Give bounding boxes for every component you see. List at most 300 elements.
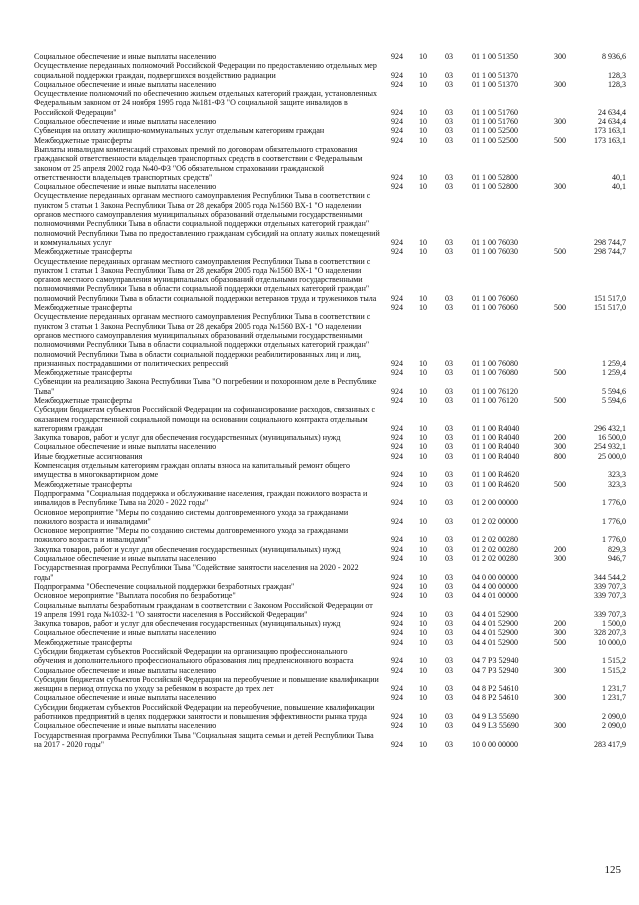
amount: 298 744,7 <box>594 237 626 247</box>
section-code: 10 <box>419 70 427 80</box>
section-code: 10 <box>419 665 427 675</box>
amount: 829,3 <box>608 544 626 554</box>
target-article-code: 01 1 00 52800 <box>472 172 518 182</box>
section-code: 10 <box>419 303 427 313</box>
ministry-code: 924 <box>391 581 403 591</box>
row-description: Социальное обеспечение и иные выплаты населению <box>34 628 217 638</box>
subsection-code: 03 <box>445 693 453 703</box>
target-article-code: 04 0 00 00000 <box>472 572 518 582</box>
subsection-code: 03 <box>445 423 453 433</box>
ministry-code: 924 <box>391 656 403 666</box>
subsection-code: 03 <box>445 544 453 554</box>
ministry-code: 924 <box>391 303 403 313</box>
amount: 344 544,2 <box>594 572 626 582</box>
target-article-code: 01 1 00 R4040 <box>472 433 520 443</box>
section-code: 10 <box>419 237 427 247</box>
subsection-code: 03 <box>445 572 453 582</box>
section-code: 10 <box>419 554 427 564</box>
target-article-code: 04 4 00 00000 <box>472 581 518 591</box>
ministry-code: 924 <box>391 386 403 396</box>
section-code: 10 <box>419 721 427 731</box>
amount: 2 090,0 <box>602 721 626 731</box>
ministry-code: 924 <box>391 368 403 378</box>
amount: 40,1 <box>612 172 626 182</box>
subsection-code: 03 <box>445 619 453 629</box>
amount: 1 515,2 <box>602 656 626 666</box>
ministry-code: 924 <box>391 554 403 564</box>
table-row <box>34 191 626 247</box>
table-row <box>34 721 626 730</box>
section-code: 10 <box>419 684 427 694</box>
row-description: Межбюджетные трансферты <box>34 303 132 313</box>
table-row <box>34 693 626 702</box>
table-row <box>34 628 626 637</box>
section-code: 10 <box>419 470 427 480</box>
target-article-code: 04 7 P3 52940 <box>472 665 519 675</box>
target-article-code: 01 1 00 R4040 <box>472 442 520 452</box>
subsection-code: 03 <box>445 293 453 303</box>
target-article-code: 01 1 00 51760 <box>472 107 518 117</box>
ministry-code: 924 <box>391 516 403 526</box>
row-description: Субсидии бюджетам субъектов Российской Федерации на переобучение и повышение квалификации женщин в период отпуска по уходу за ребенком в возрасте до трех лет <box>34 674 379 694</box>
row-description: Социальное обеспечение и иные выплаты населению <box>34 79 217 89</box>
ministry-code: 924 <box>391 498 403 508</box>
expense-type-code: 500 <box>554 303 566 313</box>
ministry-code: 924 <box>391 182 403 192</box>
subsection-code: 03 <box>445 358 453 368</box>
section-code: 10 <box>419 739 427 749</box>
ministry-code: 924 <box>391 442 403 452</box>
amount: 40,1 <box>612 182 626 192</box>
row-description: Компенсация отдельным категориям граждан оплаты взноса на капитальный ремонт общего имущества в многоквартирном доме <box>34 461 350 480</box>
subsection-code: 03 <box>445 126 453 136</box>
ministry-code: 924 <box>391 79 403 89</box>
amount: 1 500,0 <box>602 619 626 629</box>
subsection-code: 03 <box>445 516 453 526</box>
amount: 16 500,0 <box>598 433 626 443</box>
table-row <box>34 526 626 545</box>
row-description: Осуществление переданных органам местного самоуправления Республики Тыва в соответствии с пунктом 3 статьи 1 Закона Республики Тыва от 28 декабря 2005 года №1560 ВХ-1 "О наделении органов местного самоуправления муниципальных образований отдельными государственными полномочиями Республики Тыва в области социальной поддержки отдельных категорий граждан" полномочий Республики Тыва в области социальной поддержки реабилитированных лиц и лиц, признанных пострадавшими от политических репрессий <box>34 312 371 368</box>
section-code: 10 <box>419 479 427 489</box>
subsection-code: 03 <box>445 637 453 647</box>
target-article-code: 01 1 00 R4040 <box>472 451 520 461</box>
amount: 328 207,3 <box>594 628 626 638</box>
row-description: Межбюджетные трансферты <box>34 637 132 647</box>
subsection-code: 03 <box>445 628 453 638</box>
ministry-code: 924 <box>391 721 403 731</box>
subsection-code: 03 <box>445 498 453 508</box>
amount: 323,3 <box>608 479 626 489</box>
subsection-code: 03 <box>445 172 453 182</box>
target-article-code: 04 9 L3 55690 <box>472 712 519 722</box>
section-code: 10 <box>419 117 427 127</box>
ministry-code: 924 <box>391 619 403 629</box>
table-row <box>34 126 626 135</box>
expense-type-code: 300 <box>554 182 566 192</box>
section-code: 10 <box>419 126 427 136</box>
target-article-code: 01 2 02 00000 <box>472 516 518 526</box>
target-article-code: 04 9 L3 55690 <box>472 721 519 731</box>
expense-type-code: 300 <box>554 117 566 127</box>
target-article-code: 01 1 00 76030 <box>472 237 518 247</box>
amount: 1 515,2 <box>602 665 626 675</box>
amount: 1 259,4 <box>602 358 626 368</box>
table-row <box>34 442 626 451</box>
ministry-code: 924 <box>391 423 403 433</box>
target-article-code: 04 4 01 52900 <box>472 628 518 638</box>
row-description: Государственная программа Республики Тыва "Содействие занятости населения на 2020 - 2022 годы" <box>34 563 359 582</box>
target-article-code: 01 1 00 76060 <box>472 293 518 303</box>
subsection-code: 03 <box>445 303 453 313</box>
subsection-code: 03 <box>445 451 453 461</box>
expense-type-code: 300 <box>554 665 566 675</box>
row-description: Подпрограмма "Обеспечение социальной поддержки безработных граждан" <box>34 581 295 591</box>
amount: 128,3 <box>608 70 626 80</box>
amount: 10 000,0 <box>598 637 626 647</box>
ministry-code: 924 <box>391 739 403 749</box>
ministry-code: 924 <box>391 135 403 145</box>
row-description: Осуществление переданных органам местного самоуправления Республики Тыва в соответствии с пунктом 5 статьи 1 Закона Республики Тыва от 28 декабря 2005 года №1560 ВХ-1 "О наделении органов местного самоуправления муниципальных образований отдельными государственными полномочиями Республики Тыва в области социальной поддержки отдельных категорий граждан" полномочий Республики Тыва по предоставлению гражданам субсидий на оплату жилых помещений и коммунальных услуг <box>34 191 380 247</box>
section-code: 10 <box>419 544 427 554</box>
amount: 24 634,4 <box>598 107 626 117</box>
table-row <box>34 136 626 145</box>
amount: 1 776,0 <box>602 535 626 545</box>
ministry-code: 924 <box>391 247 403 257</box>
subsection-code: 03 <box>445 70 453 80</box>
amount: 151 517,0 <box>594 303 626 313</box>
row-description: Основное мероприятие "Меры по созданию системы долговременного ухода за гражданами пожилого возраста и инвалидами" <box>34 526 349 545</box>
amount: 1 776,0 <box>602 498 626 508</box>
row-description: Основное мероприятие "Меры по созданию системы долговременного ухода за гражданами пожилого возраста и инвалидами" <box>34 507 349 526</box>
page-number: 125 <box>604 864 621 876</box>
table-row <box>34 396 626 405</box>
row-description: Социальные выплаты безработным гражданам в соответствии с Законом Российской Федерации от 19 апреля 1991 года №1032-1 "О занятости населения в Российской Федерации" <box>34 600 373 619</box>
amount: 2 090,0 <box>602 712 626 722</box>
row-description: Подпрограмма "Социальная поддержка и обслуживание населения, граждан пожилого возраста и инвалидов в Республике Тыва на 2020 - 2022 годы" <box>34 488 368 508</box>
section-code: 10 <box>419 247 427 257</box>
target-article-code: 10 0 00 00000 <box>472 739 518 749</box>
amount: 323,3 <box>608 470 626 480</box>
expense-type-code: 200 <box>554 619 566 629</box>
table-row <box>34 52 626 61</box>
expense-type-code: 300 <box>554 693 566 703</box>
target-article-code: 04 4 01 52900 <box>472 609 518 619</box>
subsection-code: 03 <box>445 395 453 405</box>
ministry-code: 924 <box>391 712 403 722</box>
subsection-code: 03 <box>445 247 453 257</box>
target-article-code: 01 1 00 76030 <box>472 247 518 257</box>
subsection-code: 03 <box>445 79 453 89</box>
target-article-code: 04 4 01 52900 <box>472 619 518 629</box>
expense-type-code: 200 <box>554 544 566 554</box>
row-description: Субсидии бюджетам субъектов Российской Федерации на софинансирование расходов, связанных с оказанием государственной социальной помощи на основании социального контракта отдельным категориям граждан <box>34 405 376 433</box>
subsection-code: 03 <box>445 433 453 443</box>
expense-type-code: 300 <box>554 554 566 564</box>
table-row <box>34 545 626 554</box>
ministry-code: 924 <box>391 609 403 619</box>
amount: 339 707,3 <box>594 581 626 591</box>
target-article-code: 01 1 00 51370 <box>472 70 518 80</box>
amount: 254 932,1 <box>594 442 626 452</box>
row-description: Социальное обеспечение и иные выплаты населению <box>34 693 217 703</box>
expense-type-code: 300 <box>554 52 566 61</box>
row-description: Социальное обеспечение и иные выплаты населению <box>34 442 217 452</box>
table-row <box>34 563 626 582</box>
table-row <box>34 508 626 527</box>
section-code: 10 <box>419 182 427 192</box>
target-article-code: 01 1 00 51760 <box>472 117 518 127</box>
table-row <box>34 433 626 442</box>
ministry-code: 924 <box>391 628 403 638</box>
amount: 173 163,1 <box>594 135 626 145</box>
table-row <box>34 601 626 620</box>
table-row <box>34 377 626 396</box>
target-article-code: 01 2 00 00000 <box>472 498 518 508</box>
row-description: Социальное обеспечение и иные выплаты населению <box>34 117 217 127</box>
row-description: Социальное обеспечение и иные выплаты населению <box>34 182 217 192</box>
row-description: Социальное обеспечение и иные выплаты населению <box>34 721 217 731</box>
subsection-code: 03 <box>445 442 453 452</box>
target-article-code: 01 1 00 R4620 <box>472 470 520 480</box>
row-description: Осуществление полномочий по обеспечению жильем отдельных категорий граждан, установленных Федеральным законом от 24 ноября 1995 года №181-ФЗ "О социальной защите инвалидов в Российской Федерации" <box>34 89 377 117</box>
ministry-code: 924 <box>391 572 403 582</box>
subsection-code: 03 <box>445 554 453 564</box>
ministry-code: 924 <box>391 637 403 647</box>
amount: 8 936,6 <box>602 52 626 61</box>
expense-type-code: 500 <box>554 135 566 145</box>
amount: 1 259,4 <box>602 368 626 378</box>
table-row <box>34 61 626 80</box>
row-description: Субсидии бюджетам субъектов Российской Федерации на организацию профессионального обучения и дополнительного профессионального образования лиц предпенсионного возраста <box>34 647 354 666</box>
table-row <box>34 489 626 508</box>
section-code: 10 <box>419 619 427 629</box>
row-description: Межбюджетные трансферты <box>34 395 132 405</box>
table-row <box>34 461 626 480</box>
row-description: Межбюджетные трансферты <box>34 135 132 145</box>
section-code: 10 <box>419 609 427 619</box>
ministry-code: 924 <box>391 70 403 80</box>
target-article-code: 01 1 00 76120 <box>472 386 518 396</box>
section-code: 10 <box>419 107 427 117</box>
ministry-code: 924 <box>391 237 403 247</box>
section-code: 10 <box>419 395 427 405</box>
table-row <box>34 80 626 89</box>
target-article-code: 04 8 P2 54610 <box>472 684 519 694</box>
expense-type-code: 800 <box>554 451 566 461</box>
table-row <box>34 405 626 433</box>
row-description: Иные бюджетные ассигнования <box>34 451 143 461</box>
row-description: Субсидии бюджетам субъектов Российской Федерации на переобучение, повышение квалификации работников предприятий в целях поддержки занятости и повышения эффективности рынка труда <box>34 702 375 722</box>
section-code: 10 <box>419 442 427 452</box>
amount: 173 163,1 <box>594 126 626 136</box>
amount: 946,7 <box>608 554 626 564</box>
expense-type-code: 500 <box>554 395 566 405</box>
expense-type-code: 500 <box>554 637 566 647</box>
subsection-code: 03 <box>445 182 453 192</box>
row-description: Социальное обеспечение и иные выплаты населению <box>34 554 217 564</box>
section-code: 10 <box>419 498 427 508</box>
section-code: 10 <box>419 172 427 182</box>
row-description: Осуществление переданных органам местного самоуправления Республики Тыва в соответствии с пунктом 1 статьи 1 Закона Республики Тыва от 28 декабря 2005 года №1560 ВХ-1 "О наделении органов местного самоуправления муниципальных образований отдельными государственными полномочиями Республики Тыва в области социальной поддержки отдельных категорий граждан" полномочий Республики Тыва в области социальной поддержки ветеранов труда и тружеников тыла <box>34 256 377 303</box>
subsection-code: 03 <box>445 609 453 619</box>
table-row <box>34 666 626 675</box>
table-row <box>34 582 626 591</box>
amount: 25 000,0 <box>598 451 626 461</box>
ministry-code: 924 <box>391 535 403 545</box>
amount: 296 432,1 <box>594 423 626 433</box>
table-row <box>34 452 626 461</box>
target-article-code: 04 4 01 00000 <box>472 591 518 601</box>
table-row <box>34 638 626 647</box>
subsection-code: 03 <box>445 721 453 731</box>
section-code: 10 <box>419 572 427 582</box>
target-article-code: 04 4 01 52900 <box>472 637 518 647</box>
subsection-code: 03 <box>445 386 453 396</box>
table-row <box>34 675 626 694</box>
amount: 151 517,0 <box>594 293 626 303</box>
table-row <box>34 303 626 312</box>
section-code: 10 <box>419 581 427 591</box>
ministry-code: 924 <box>391 126 403 136</box>
amount: 339 707,3 <box>594 609 626 619</box>
row-description: Закупка товаров, работ и услуг для обеспечения государственных (муниципальных) нужд <box>34 544 341 554</box>
ministry-code: 924 <box>391 117 403 127</box>
subsection-code: 03 <box>445 107 453 117</box>
section-code: 10 <box>419 516 427 526</box>
ministry-code: 924 <box>391 665 403 675</box>
subsection-code: 03 <box>445 739 453 749</box>
subsection-code: 03 <box>445 368 453 378</box>
target-article-code: 01 1 00 76080 <box>472 358 518 368</box>
amount: 1 231,7 <box>602 684 626 694</box>
ministry-code: 924 <box>391 293 403 303</box>
row-description: Социальное обеспечение и иные выплаты населению <box>34 665 217 675</box>
row-description: Межбюджетные трансферты <box>34 247 132 257</box>
expense-type-code: 300 <box>554 628 566 638</box>
target-article-code: 01 1 00 R4620 <box>472 479 520 489</box>
subsection-code: 03 <box>445 712 453 722</box>
row-description: Субвенции на реализацию Закона Республики Тыва "О погребении и похоронном деле в Республике Тыва" <box>34 377 377 396</box>
amount: 5 594,6 <box>602 395 626 405</box>
section-code: 10 <box>419 368 427 378</box>
section-code: 10 <box>419 358 427 368</box>
target-article-code: 01 1 00 R4040 <box>472 423 520 433</box>
row-description: Государственная программа Республики Тыва "Социальная защита семьи и детей Республики Тыва на 2017 - 2020 годы" <box>34 730 374 749</box>
target-article-code: 01 1 00 76120 <box>472 395 518 405</box>
target-article-code: 01 1 00 51350 <box>472 52 518 61</box>
amount: 339 707,3 <box>594 591 626 601</box>
subsection-code: 03 <box>445 665 453 675</box>
section-code: 10 <box>419 423 427 433</box>
ministry-code: 924 <box>391 684 403 694</box>
table-row <box>34 182 626 191</box>
table-row <box>34 117 626 126</box>
section-code: 10 <box>419 433 427 443</box>
section-code: 10 <box>419 451 427 461</box>
row-description: Межбюджетные трансферты <box>34 368 132 378</box>
table-row <box>34 368 626 377</box>
expense-type-code: 300 <box>554 721 566 731</box>
target-article-code: 04 7 P3 52940 <box>472 656 519 666</box>
subsection-code: 03 <box>445 535 453 545</box>
subsection-code: 03 <box>445 684 453 694</box>
target-article-code: 01 1 00 52500 <box>472 135 518 145</box>
section-code: 10 <box>419 637 427 647</box>
table-row <box>34 480 626 489</box>
target-article-code: 04 8 P2 54610 <box>472 693 519 703</box>
target-article-code: 01 2 02 00280 <box>472 535 518 545</box>
row-description: Основное мероприятие "Выплата пособия по безработице" <box>34 591 236 601</box>
ministry-code: 924 <box>391 433 403 443</box>
ministry-code: 924 <box>391 591 403 601</box>
amount: 5 594,6 <box>602 386 626 396</box>
row-description: Социальное обеспечение и иные выплаты населению <box>34 52 217 61</box>
table-row <box>34 257 626 303</box>
row-description: Субвенция на оплату жилищно-коммунальных услуг отдельным категориям граждан <box>34 126 325 136</box>
section-code: 10 <box>419 79 427 89</box>
section-code: 10 <box>419 628 427 638</box>
subsection-code: 03 <box>445 479 453 489</box>
budget-table <box>34 52 626 749</box>
table-row <box>34 554 626 563</box>
target-article-code: 01 1 00 76060 <box>472 303 518 313</box>
ministry-code: 924 <box>391 172 403 182</box>
subsection-code: 03 <box>445 52 453 61</box>
section-code: 10 <box>419 293 427 303</box>
section-code: 10 <box>419 591 427 601</box>
amount: 128,3 <box>608 79 626 89</box>
target-article-code: 01 1 00 76080 <box>472 368 518 378</box>
section-code: 10 <box>419 535 427 545</box>
table-row <box>34 647 626 666</box>
amount: 1 776,0 <box>602 516 626 526</box>
ministry-code: 924 <box>391 107 403 117</box>
subsection-code: 03 <box>445 470 453 480</box>
ministry-code: 924 <box>391 470 403 480</box>
row-description: Закупка товаров, работ и услуг для обеспечения государственных (муниципальных) нужд <box>34 433 341 443</box>
expense-type-code: 300 <box>554 442 566 452</box>
section-code: 10 <box>419 135 427 145</box>
expense-type-code: 500 <box>554 368 566 378</box>
target-article-code: 01 1 00 52500 <box>472 126 518 136</box>
table-row <box>34 591 626 600</box>
row-description: Закупка товаров, работ и услуг для обеспечения государственных (муниципальных) нужд <box>34 619 341 629</box>
section-code: 10 <box>419 712 427 722</box>
table-row <box>34 145 626 182</box>
table-row <box>34 89 626 117</box>
expense-type-code: 300 <box>554 79 566 89</box>
table-row <box>34 312 626 368</box>
expense-type-code: 500 <box>554 479 566 489</box>
row-description: Межбюджетные трансферты <box>34 479 132 489</box>
target-article-code: 01 2 02 00280 <box>472 544 518 554</box>
amount: 24 634,4 <box>598 117 626 127</box>
ministry-code: 924 <box>391 358 403 368</box>
subsection-code: 03 <box>445 117 453 127</box>
subsection-code: 03 <box>445 135 453 145</box>
subsection-code: 03 <box>445 591 453 601</box>
amount: 298 744,7 <box>594 247 626 257</box>
target-article-code: 01 2 02 00280 <box>472 554 518 564</box>
expense-type-code: 200 <box>554 433 566 443</box>
table-row <box>34 703 626 722</box>
section-code: 10 <box>419 693 427 703</box>
ministry-code: 924 <box>391 544 403 554</box>
section-code: 10 <box>419 52 427 61</box>
section-code: 10 <box>419 656 427 666</box>
ministry-code: 924 <box>391 451 403 461</box>
subsection-code: 03 <box>445 581 453 591</box>
